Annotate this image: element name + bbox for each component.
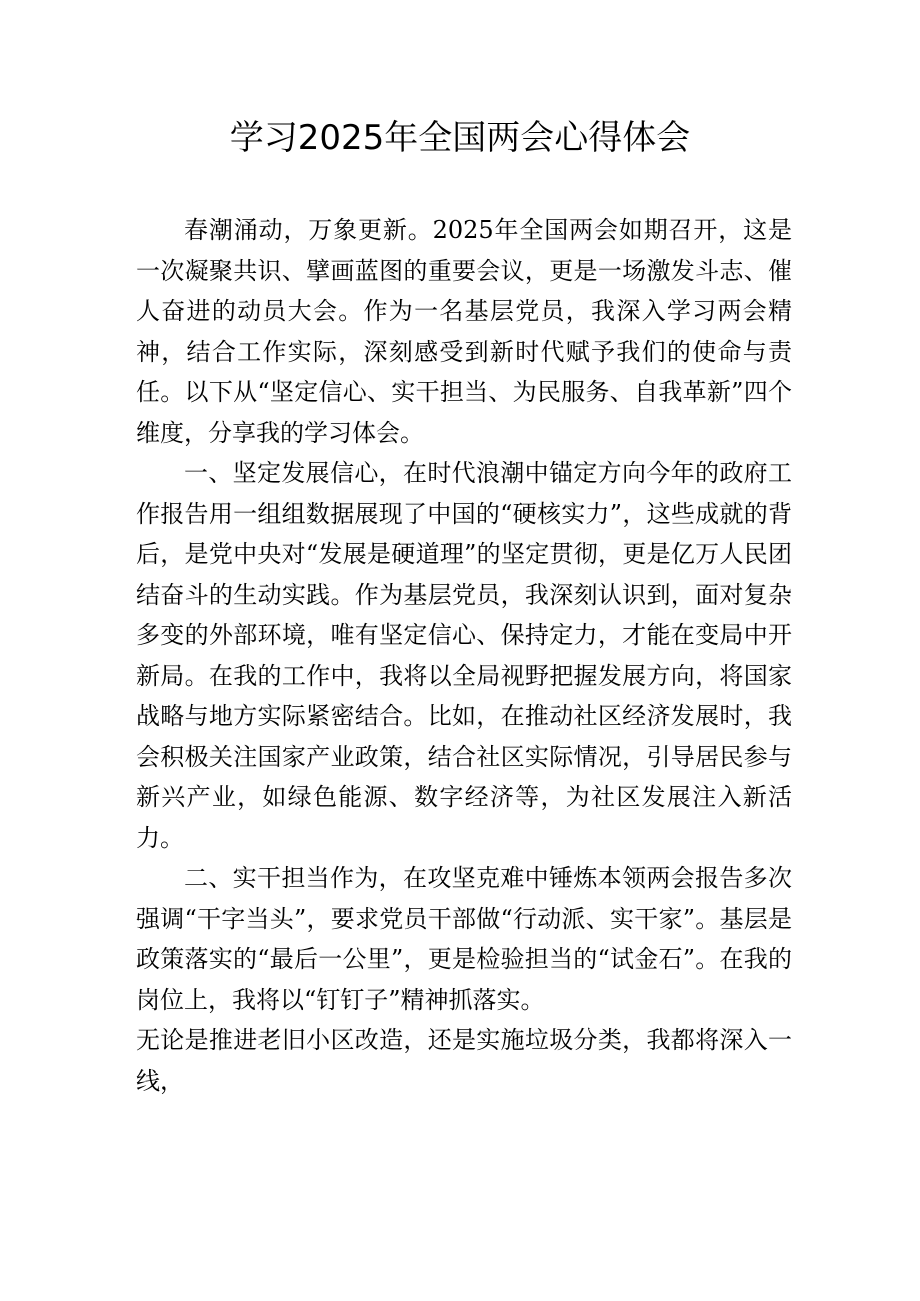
paragraph-continuation: 无论是推进老旧小区改造，还是实施垃圾分类，我都将深入一线， [136,1026,792,1095]
paragraph-intro: 春潮涌动，万象更新。2025年全国两会如期召开，这是一次凝聚共识、擘画蓝图的重要会议，更是一场激发斗志、催人奋进的动员大会。作为一名基层党员，我深入学习两会精神，结合工作实际，深刻感受到新时代赋予我们的使命与责任。以下从“坚定信心、实干担当、为民服务、自我革新”四个维度，分享我的学习体会。 [136,216,792,447]
paragraph-section-2: 二、实干担当作为，在攻坚克难中锤炼本领两会报告多次强调“干字当头”，要求党员干部做“行动派、实干家”。基层是政策落实的“最后一公里”，更是检验担当的“试金石”。在我的岗位上，我将以“钉钉子”精神抓落实。 [136,864,792,1014]
document-body [136,210,792,1101]
document-title: 学习2025年全国两会心得体会 [229,118,691,158]
paragraph-section-1: 一、坚定发展信心，在时代浪潮中锚定方向今年的政府工作报告用一组组数据展现了中国的“硬核实力”，这些成就的背后，是党中央对“发展是硬道理”的坚定贯彻，更是亿万人民团结奋斗的生动实践。作为基层党员，我深刻认识到，面对复杂多变的外部环境，唯有坚定信心、保持定力，才能在变局中开新局。在我的工作中，我将以全局视野把握发展方向，将国家战略与地方实际紧密结合。比如，在推动社区经济发展时，我会积极关注国家产业政策，结合社区实际情况，引导居民参与新兴产业，如绿色能源、数字经济等，为社区发展注入新活力。 [136,459,792,852]
